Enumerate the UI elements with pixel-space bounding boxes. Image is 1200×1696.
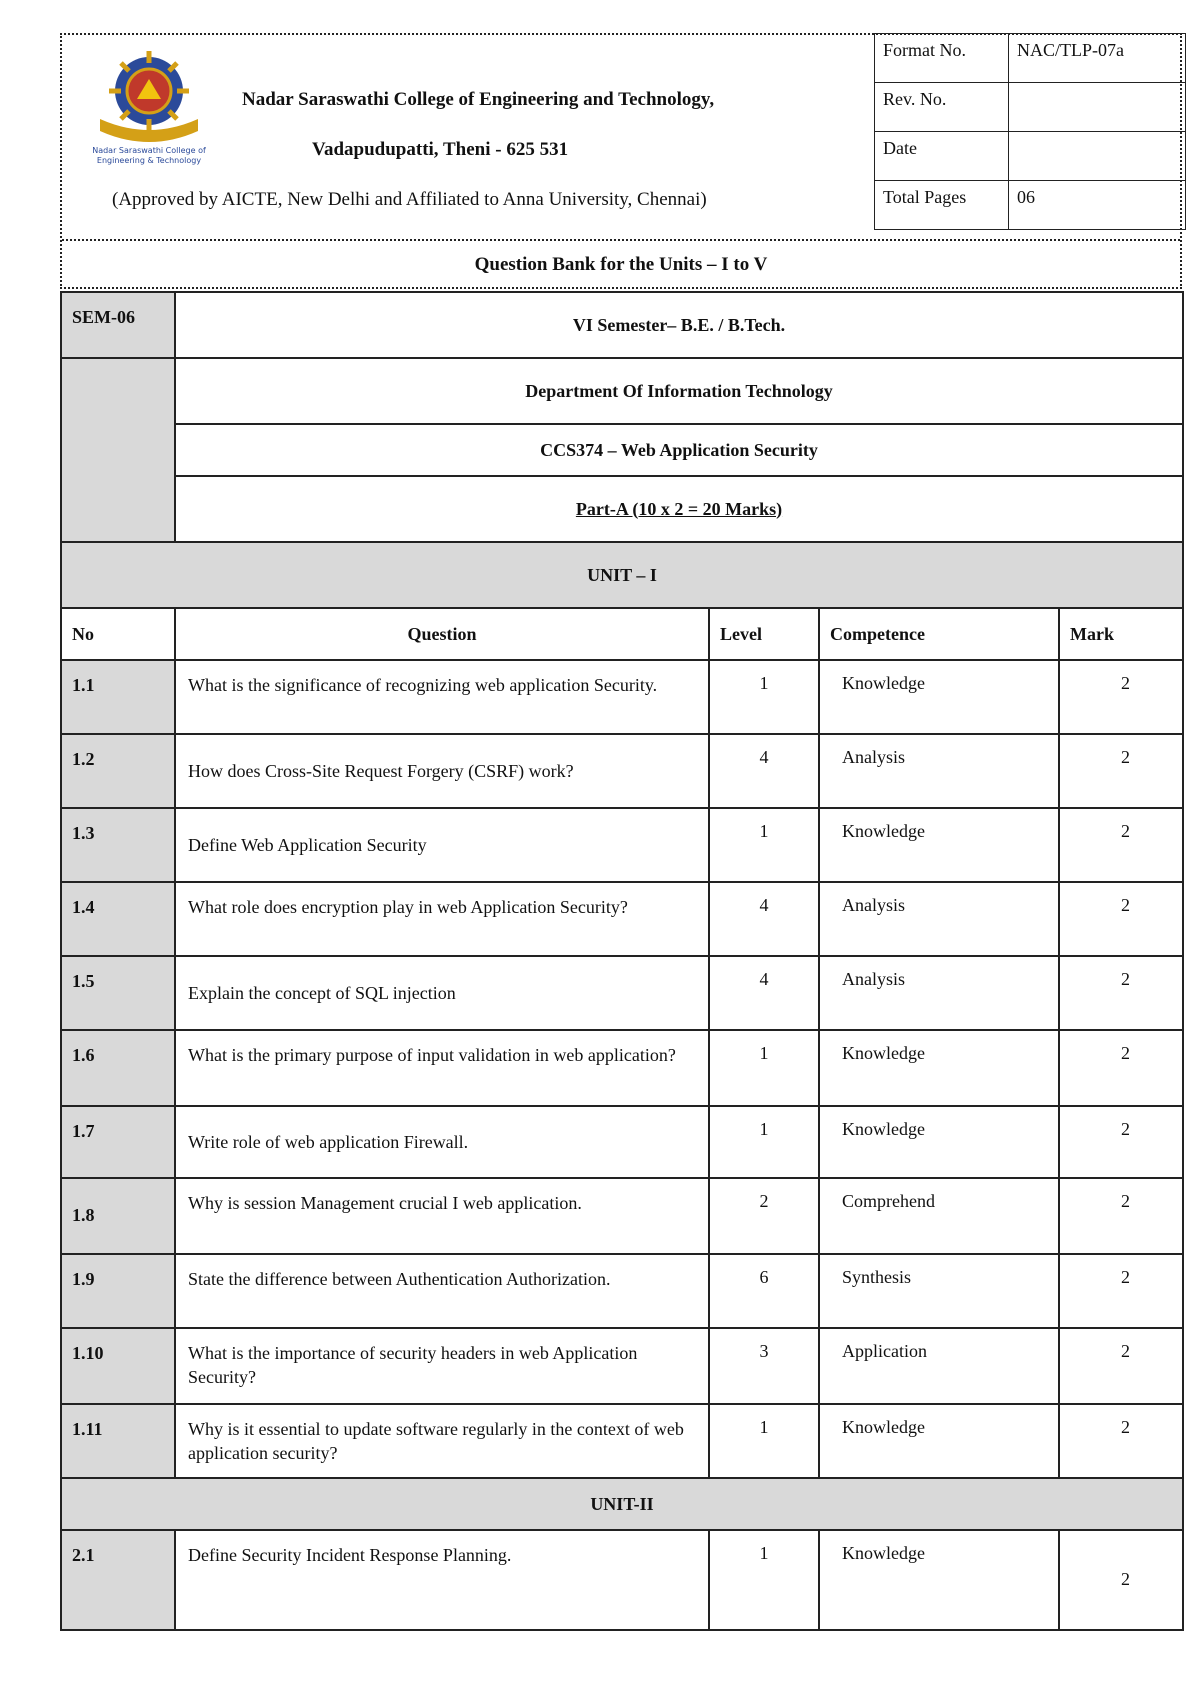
question-competence: Knowledge — [819, 1404, 1059, 1478]
department-title: Department Of Information Technology — [175, 358, 1183, 424]
question-mark: 2 — [1059, 882, 1183, 956]
question-mark: 2 — [1059, 734, 1183, 808]
semester-text: VI Semester– B.E. / B.Tech. — [572, 314, 786, 335]
col-header-question: Question — [175, 608, 709, 660]
col-header-level: Level — [709, 608, 819, 660]
col-header-mark: Mark — [1059, 608, 1183, 660]
question-competence: Analysis — [819, 882, 1059, 956]
question-text: What is the primary purpose of input validation in web application? — [175, 1030, 709, 1106]
course-row — [61, 424, 1183, 476]
question-text: What is the significance of recognizing web application Security. — [175, 660, 709, 734]
question-no: 1.9 — [61, 1254, 175, 1328]
format-info-table — [874, 33, 1186, 230]
question-level: 1 — [709, 1106, 819, 1178]
question-no: 1.11 — [61, 1404, 175, 1478]
question-bank-title: Question Bank for the Units – I to V — [62, 239, 1180, 291]
unit-2-title: UNIT-II — [61, 1478, 1183, 1530]
question-competence: Knowledge — [819, 808, 1059, 882]
sem-code: SEM-06 — [61, 292, 175, 358]
question-mark: 2 — [1059, 956, 1183, 1030]
question-competence: Knowledge — [819, 1530, 1059, 1630]
meta-value — [1009, 83, 1186, 132]
question-text: What role does encryption play in web Application Security? — [175, 882, 709, 956]
question-text: Define Security Incident Response Planning. — [175, 1530, 709, 1630]
question-mark: 2 — [1059, 1106, 1183, 1178]
table-row — [61, 882, 1183, 956]
question-mark: 2 — [1059, 808, 1183, 882]
question-level: 4 — [709, 734, 819, 808]
table-row — [61, 956, 1183, 1030]
column-header-row — [61, 608, 1183, 660]
question-competence: Analysis — [819, 956, 1059, 1030]
question-no: 1.4 — [61, 882, 175, 956]
question-text: Why is it essential to update software regularly in the context of web application security? — [175, 1404, 709, 1478]
college-address: Vadapudupatti, Theni - 625 531 — [312, 139, 569, 160]
question-text: Define Web Application Security — [175, 808, 709, 882]
part-title: Part-A (10 x 2 = 20 Marks) — [175, 476, 1183, 542]
question-mark: 2 — [1059, 660, 1183, 734]
col-header-competence: Competence — [819, 608, 1059, 660]
question-competence: Knowledge — [819, 1030, 1059, 1106]
table-row — [61, 1530, 1183, 1630]
question-competence: Comprehend — [819, 1178, 1059, 1254]
course-title: CCS374 – Web Application Security — [175, 424, 1183, 476]
table-row — [61, 734, 1183, 808]
college-name: Nadar Saraswathi College of Engineering and Technology, — [242, 89, 715, 110]
question-no: 1.3 — [61, 808, 175, 882]
question-text: What is the importance of security headers in web Application Security? — [175, 1328, 709, 1404]
question-competence: Knowledge — [819, 660, 1059, 734]
question-level: 2 — [709, 1178, 819, 1254]
meta-label: Total Pages — [875, 181, 1009, 230]
meta-row-format — [875, 34, 1186, 83]
question-text: Why is session Management crucial I web application. — [175, 1178, 709, 1254]
department-row — [61, 358, 1183, 424]
part-row — [61, 476, 1183, 542]
question-level: 1 — [709, 660, 819, 734]
question-text: How does Cross-Site Request Forgery (CSRF) work? — [175, 734, 709, 808]
question-mark: 2 — [1059, 1328, 1183, 1404]
table-row — [61, 1328, 1183, 1404]
question-mark: 2 — [1059, 1254, 1183, 1328]
question-table — [60, 291, 1184, 1631]
table-row — [61, 808, 1183, 882]
document-header — [60, 33, 1182, 289]
unit2-row — [61, 1478, 1183, 1530]
question-level: 6 — [709, 1254, 819, 1328]
semester-row — [61, 292, 1183, 358]
question-level: 1 — [709, 1030, 819, 1106]
question-competence: Synthesis — [819, 1254, 1059, 1328]
question-level: 3 — [709, 1328, 819, 1404]
meta-label: Date — [875, 132, 1009, 181]
question-mark: 2 — [1059, 1178, 1183, 1254]
meta-row-total-pages — [875, 181, 1186, 230]
table-row — [61, 1030, 1183, 1106]
college-header — [62, 35, 874, 239]
unit1-row — [61, 542, 1183, 608]
table-row — [61, 1404, 1183, 1478]
question-text: Write role of web application Firewall. — [175, 1106, 709, 1178]
meta-label: Format No. — [875, 34, 1009, 83]
question-no: 1.8 — [61, 1178, 175, 1254]
question-no: 1.5 — [61, 956, 175, 1030]
question-level: 1 — [709, 1530, 819, 1630]
question-competence: Analysis — [819, 734, 1059, 808]
college-logo-icon — [86, 49, 212, 167]
question-text: State the difference between Authentication Authorization. — [175, 1254, 709, 1328]
svg-text:Nadar Saraswathi College of: Nadar Saraswathi College of — [92, 146, 206, 155]
table-row — [61, 660, 1183, 734]
question-mark: 2 — [1059, 1530, 1183, 1630]
meta-value: 06 — [1009, 181, 1186, 230]
college-affiliation: (Approved by AICTE, New Delhi and Affiliated to Anna University, Chennai) — [112, 189, 707, 210]
table-row — [61, 1178, 1183, 1254]
col-header-no: No — [61, 608, 175, 660]
meta-value — [1009, 132, 1186, 181]
question-no: 1.2 — [61, 734, 175, 808]
sem-spacer-cell — [61, 358, 175, 542]
meta-label: Rev. No. — [875, 83, 1009, 132]
question-level: 1 — [709, 808, 819, 882]
question-mark: 2 — [1059, 1030, 1183, 1106]
svg-text:Engineering & Technology: Engineering & Technology — [96, 156, 202, 165]
question-level: 4 — [709, 882, 819, 956]
question-text: Explain the concept of SQL injection — [175, 956, 709, 1030]
unit-1-title: UNIT – I — [61, 542, 1183, 608]
meta-row-date — [875, 132, 1186, 181]
question-competence: Knowledge — [819, 1106, 1059, 1178]
question-competence: Application — [819, 1328, 1059, 1404]
question-mark: 2 — [1059, 1404, 1183, 1478]
question-bank-page — [60, 33, 1182, 1631]
meta-value: NAC/TLP-07a — [1009, 34, 1186, 83]
question-no: 1.6 — [61, 1030, 175, 1106]
question-level: 1 — [709, 1404, 819, 1478]
table-row — [61, 1106, 1183, 1178]
question-no: 1.1 — [61, 660, 175, 734]
question-no: 2.1 — [61, 1530, 175, 1630]
question-no: 1.7 — [61, 1106, 175, 1178]
meta-row-rev — [875, 83, 1186, 132]
question-no: 1.10 — [61, 1328, 175, 1404]
table-row — [61, 1254, 1183, 1328]
question-level: 4 — [709, 956, 819, 1030]
semester-title — [175, 292, 1183, 358]
